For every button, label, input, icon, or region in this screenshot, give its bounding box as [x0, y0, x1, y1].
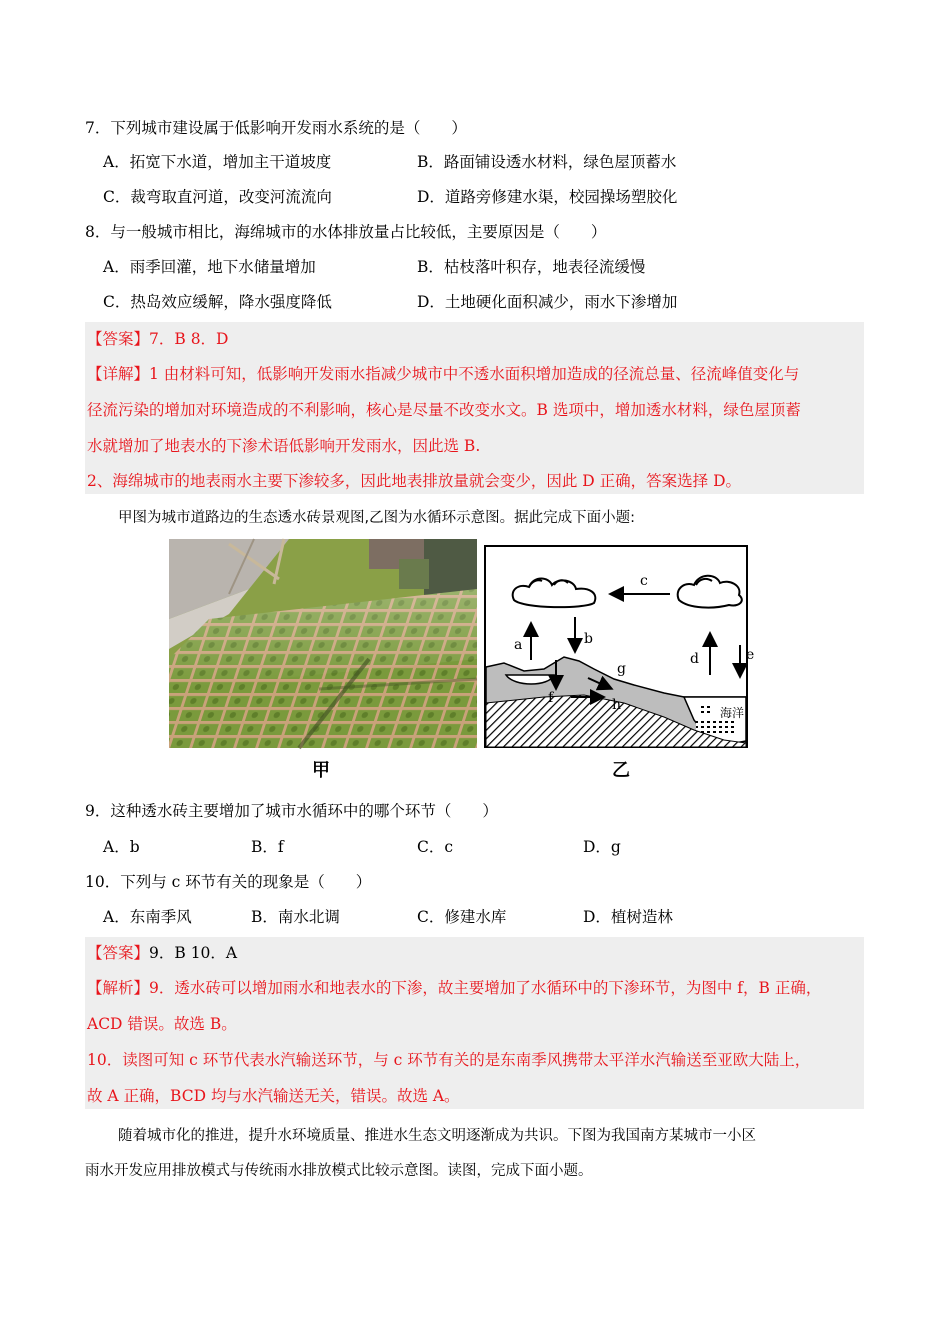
intro-figures: 甲图为城市道路边的生态透水砖景观图,乙图为水循环示意图。据此完成下面小题:: [118, 510, 635, 526]
label-a: a: [514, 637, 523, 653]
detail-line-4: 2、海绵城市的地表雨水主要下渗较多，因此地表排放量就会变少，因此 D 正确，答案选择 D。: [87, 472, 742, 490]
detail-tag: 【详解】: [87, 365, 150, 383]
caption-jia: 甲: [312, 760, 330, 781]
q7-stem: 7．下列城市建设属于低影响开发雨水系统的是（ ）: [85, 119, 467, 137]
label-c: c: [640, 573, 648, 589]
q10-option-b: B．南水北调: [251, 908, 340, 926]
answer2-text: 9．B 10．A: [149, 944, 238, 962]
q8-option-d: D．土地硬化面积减少，雨水下渗增加: [417, 293, 678, 311]
q10-option-a: A．东南季风: [103, 908, 192, 926]
analysis-line-2: ACD 错误。故选 B。: [87, 1015, 237, 1033]
q9-option-c: C．c: [417, 838, 454, 856]
label-e: e: [746, 647, 755, 663]
q8-option-b: B．枯枝落叶积存，地表径流缓慢: [417, 258, 646, 276]
label-g: g: [617, 661, 626, 677]
label-b: b: [584, 631, 593, 647]
q8-option-a: A．雨季回灌，地下水储量增加: [103, 258, 316, 276]
q10-option-d: D．植树造林: [583, 908, 673, 926]
label-h: h: [612, 697, 622, 713]
q9-option-b: B．f: [251, 838, 284, 856]
analysis-line-1: [87, 978, 821, 998]
answer-tag: 【答案】: [87, 330, 150, 348]
permeable-brick-photo: [169, 539, 477, 748]
caption-yi: 乙: [612, 760, 630, 781]
q10-stem: 10．下列与 c 环节有关的现象是（ ）: [85, 873, 372, 891]
intro3-line-2: 雨水开发应用排放模式与传统雨水排放模式比较示意图。读图，完成下面小题。: [85, 1163, 593, 1179]
detail-line-2: 径流污染的增加对环境造成的不利影响，核心是尽量不改变水文。B 选项中，增加透水材料，绿色屋顶蓄: [87, 401, 801, 419]
q9-stem: 9．这种透水砖主要增加了城市水循环中的哪个环节（ ）: [85, 802, 498, 820]
answer2-tag: 【答案】: [87, 944, 150, 962]
q8-option-c: C．热岛效应缓解，降水强度降低: [103, 293, 332, 311]
label-ocean: 海洋: [720, 706, 745, 720]
answer-text: 7．B 8．D: [149, 330, 229, 348]
intro3-line-1: 随着城市化的推进，提升水环境质量、推进水生态文明逐渐成为共识。下图为我国南方某城市一小区: [118, 1128, 756, 1144]
q10-option-c: C．修建水库: [417, 908, 507, 926]
detail-line-1: [87, 364, 799, 384]
detail-text-1: 1 由材料可知，低影响开发雨水指减少城市中不透水面积增加造成的径流总量、径流峰值变化与: [149, 365, 800, 383]
q9-option-a: A．b: [103, 838, 140, 856]
water-cycle-diagram: [484, 545, 755, 748]
analysis-line-3: 10．读图可知 c 环节代表水汽输送环节，与 c 环节有关的是东南季风携带太平洋水汽输送至亚欧大陆上，: [87, 1051, 811, 1069]
detail-line-3: 水就增加了地表水的下渗术语低影响开发雨水，因此选 B.: [87, 437, 481, 455]
answer2-line: [87, 943, 237, 963]
q7-option-c: C．裁弯取直河道，改变河流流向: [103, 188, 332, 206]
q9-option-d: D．g: [583, 838, 621, 856]
analysis-text-1: 9．透水砖可以增加雨水和地表水的下渗，故主要增加了水循环中的下渗环节，为图中 f，B 正确，: [149, 979, 822, 997]
label-f: f: [548, 690, 554, 706]
q8-stem: 8．与一般城市相比，海绵城市的水体排放量占比较低，主要原因是（ ）: [85, 223, 607, 241]
q7-option-a: A．拓宽下水道，增加主干道坡度: [103, 153, 332, 171]
q7-option-b: B．路面铺设透水材料，绿色屋顶蓄水: [417, 153, 677, 171]
answer-line-1: [87, 329, 228, 349]
analysis-tag: 【解析】: [87, 979, 150, 997]
analysis-line-4: 故 A 正确，BCD 均与水汽输送无关，错误。故选 A。: [87, 1087, 460, 1105]
label-d: d: [690, 651, 699, 667]
q7-option-d: D．道路旁修建水渠，校园操场塑胶化: [417, 188, 678, 206]
